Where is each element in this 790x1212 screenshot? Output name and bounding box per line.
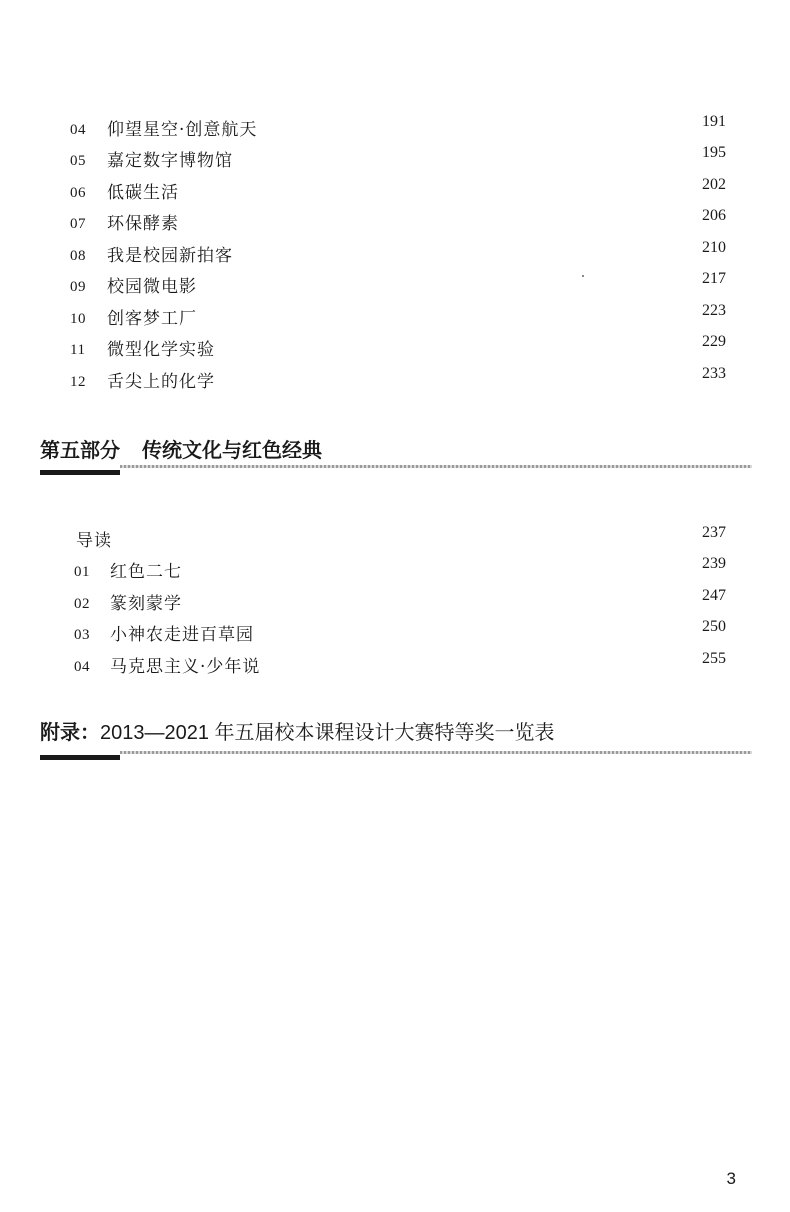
toc-entry-page: 247 <box>702 587 726 604</box>
toc-entry[interactable] <box>0 302 790 331</box>
toc-entry-number: 07 <box>70 216 86 232</box>
section-rule-dotted <box>120 465 752 468</box>
toc-entry-title: 微型化学实验 <box>107 340 215 360</box>
toc-entry-number: 12 <box>70 374 86 390</box>
toc-entry-page: 239 <box>702 555 726 572</box>
toc-entry[interactable] <box>0 365 790 394</box>
toc-entry-number: 11 <box>70 342 86 358</box>
toc-entry-page: 217 <box>702 270 726 287</box>
toc-entry-page: 233 <box>702 365 726 382</box>
toc-entry-number: 02 <box>74 596 90 612</box>
toc-entry[interactable] <box>0 587 790 616</box>
scan-speck <box>582 275 584 277</box>
toc-entry[interactable] <box>0 618 790 647</box>
toc-entry-title: 红色二七 <box>110 562 182 582</box>
toc-entry-title: 创客梦工厂 <box>107 309 197 329</box>
section-rule-accent <box>40 470 120 475</box>
section-label: 第五部分 <box>40 440 120 462</box>
appendix-title: 2013—2021 年五届校本课程设计大赛特等奖一览表 <box>100 722 555 744</box>
toc-entry-number: 04 <box>74 659 90 675</box>
toc-entry[interactable] <box>0 555 790 584</box>
toc-entry[interactable] <box>0 176 790 205</box>
toc-entry-title: 环保酵素 <box>107 214 179 234</box>
toc-entry[interactable] <box>0 270 790 299</box>
toc-entry[interactable] <box>0 207 790 236</box>
toc-entry-number: 01 <box>74 564 90 580</box>
toc-entry-page: 191 <box>702 113 726 130</box>
toc-entry-page: 229 <box>702 333 726 350</box>
page-number: 3 <box>726 1169 736 1188</box>
toc-entry-page: 223 <box>702 302 726 319</box>
toc-entry-page: 195 <box>702 144 726 161</box>
toc-entry-page: 206 <box>702 207 726 224</box>
toc-entry-title: 小神农走进百草园 <box>110 625 254 645</box>
appendix-label: 附录： <box>40 722 100 744</box>
toc-entry-title: 嘉定数字博物馆 <box>107 151 233 171</box>
toc-entry-title: 舌尖上的化学 <box>107 372 215 392</box>
toc-entry[interactable] <box>0 239 790 268</box>
toc-entry-page: 237 <box>702 524 726 541</box>
toc-entry-number: 06 <box>70 185 86 201</box>
toc-entry-number: 05 <box>70 153 86 169</box>
toc-entry-title: 马克思主义·少年说 <box>110 657 261 677</box>
appendix-rule-accent <box>40 755 120 760</box>
appendix-heading[interactable] <box>40 716 780 745</box>
toc-entry-number: 10 <box>70 311 86 327</box>
toc-entry-title: 仰望星空·创意航天 <box>107 120 258 140</box>
toc-entry-title: 导读 <box>76 531 112 551</box>
toc-entry-title: 校园微电影 <box>107 277 197 297</box>
toc-entry-number: 08 <box>70 248 86 264</box>
toc-entry-number: 09 <box>70 279 86 295</box>
toc-entry-number: 03 <box>74 627 90 643</box>
appendix-rule-dotted <box>120 751 752 754</box>
section-title: 传统文化与红色经典 <box>142 440 322 462</box>
toc-entry-title: 篆刻蒙学 <box>110 594 182 614</box>
toc-entry[interactable] <box>0 144 790 173</box>
toc-entry-title: 我是校园新拍客 <box>107 246 233 266</box>
toc-entry-page: 255 <box>702 650 726 667</box>
toc-entry-page: 210 <box>702 239 726 256</box>
toc-entry-title: 低碳生活 <box>107 183 179 203</box>
toc-entry-page: 202 <box>702 176 726 193</box>
toc-entry-intro[interactable] <box>0 524 790 553</box>
section-heading-part5[interactable] <box>40 434 760 463</box>
toc-entry[interactable] <box>0 113 790 142</box>
toc-entry-page: 250 <box>702 618 726 635</box>
toc-entry[interactable] <box>0 650 790 679</box>
toc-entry-number: 04 <box>70 122 86 138</box>
toc-entry[interactable] <box>0 333 790 362</box>
